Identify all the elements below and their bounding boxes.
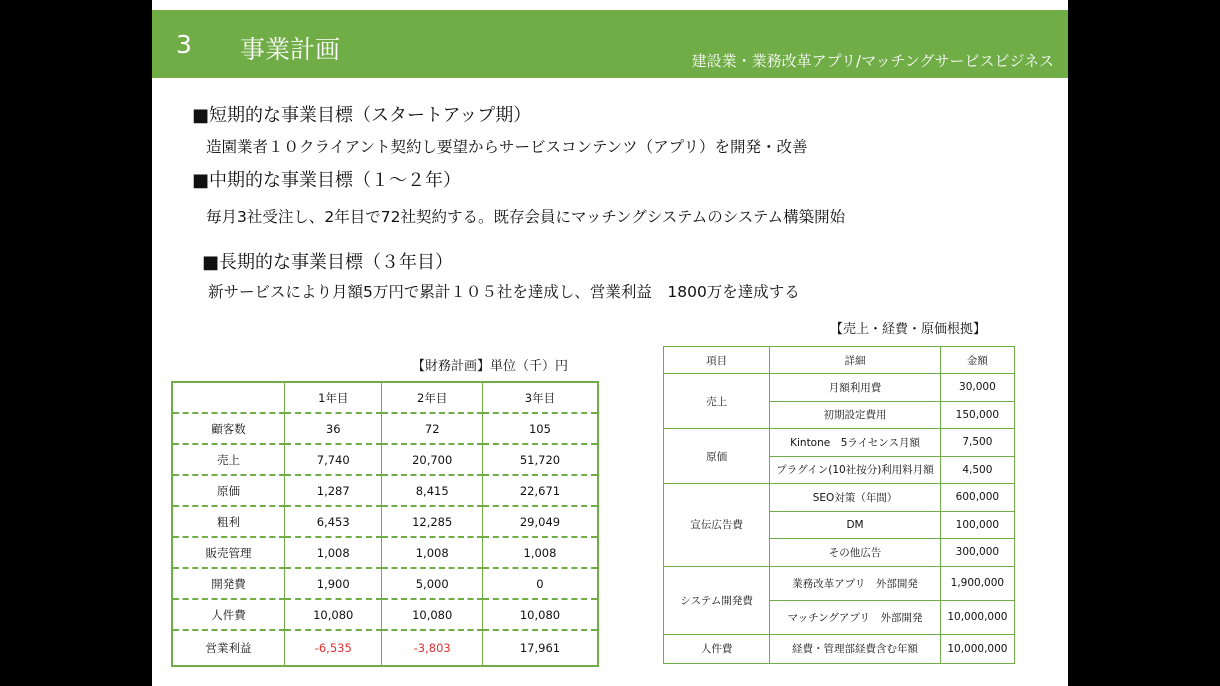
table-cell: -6,535 <box>285 630 382 666</box>
table-cell: 12,285 <box>382 506 482 537</box>
row-label: 営業利益 <box>172 630 285 666</box>
amount-cell: 150,000 <box>940 401 1014 429</box>
short-term-heading: ■短期的な事業目標（スタートアップ期） <box>192 105 532 126</box>
group-label: 売上 <box>664 374 770 429</box>
amount-cell: 30,000 <box>940 374 1014 402</box>
slide <box>152 0 1068 686</box>
table-cell: 7,740 <box>285 444 382 475</box>
table-cell: 6,453 <box>285 506 382 537</box>
page-title: 事業計画 <box>240 35 341 64</box>
table-row <box>172 630 598 666</box>
table-row <box>664 429 1015 457</box>
table-cell: 105 <box>482 413 598 444</box>
table-cell: 22,671 <box>482 475 598 506</box>
long-term-text: 新サービスにより月額5万円で累計１０５社を達成し、営業利益 1800万を達成する <box>208 283 800 301</box>
group-label: 人件費 <box>664 634 770 663</box>
row-label: 粗利 <box>172 506 285 537</box>
row-label: 開発費 <box>172 568 285 599</box>
detail-cell: 月額利用費 <box>770 374 940 402</box>
amount-cell: 600,000 <box>940 484 1014 512</box>
financial-plan-table <box>171 381 599 667</box>
column-header: 詳細 <box>770 347 940 374</box>
financial-caption: 【財務計画】単位（千）円 <box>412 359 569 374</box>
table-row <box>172 413 598 444</box>
table-cell: 10,080 <box>382 599 482 630</box>
table-cell: 10,080 <box>285 599 382 630</box>
table-row <box>172 599 598 630</box>
detail-cell: プラグイン(10社按分)利用料月額 <box>770 456 940 484</box>
table-row <box>172 444 598 475</box>
group-label: 原価 <box>664 429 770 484</box>
amount-cell: 300,000 <box>940 539 1014 567</box>
detail-cell: 経費・管理部経費含む年額 <box>770 634 940 663</box>
table-cell: 1,287 <box>285 475 382 506</box>
table-cell: 17,961 <box>482 630 598 666</box>
table-cell: 72 <box>382 413 482 444</box>
column-header: 2年目 <box>382 382 482 413</box>
table-cell: -3,803 <box>382 630 482 666</box>
table-row <box>664 374 1015 402</box>
table-cell: 1,008 <box>382 537 482 568</box>
detail-cell: SEO対策（年間） <box>770 484 940 512</box>
amount-cell: 100,000 <box>940 511 1014 539</box>
group-label: システム開発費 <box>664 566 770 634</box>
table-row <box>664 634 1015 663</box>
row-label: 原価 <box>172 475 285 506</box>
table-header-row <box>664 347 1015 374</box>
mid-term-text: 毎月3社受注し、2年目で72社契約する。既存会員にマッチングシステムのシステム構築開始 <box>206 208 846 226</box>
row-label: 販売管理 <box>172 537 285 568</box>
table-row <box>664 484 1015 512</box>
table-cell: 36 <box>285 413 382 444</box>
table-cell: 29,049 <box>482 506 598 537</box>
table-row <box>172 537 598 568</box>
header-bar <box>152 10 1068 78</box>
cost-basis-table <box>663 346 1015 664</box>
cost-basis-caption: 【売上・経費・原価根拠】 <box>830 322 987 337</box>
amount-cell: 7,500 <box>940 429 1014 457</box>
table-cell: 5,000 <box>382 568 482 599</box>
amount-cell: 10,000,000 <box>940 634 1014 663</box>
detail-cell: DM <box>770 511 940 539</box>
mid-term-heading: ■中期的な事業目標（１～２年） <box>192 170 462 191</box>
column-header: 1年目 <box>285 382 382 413</box>
column-header <box>172 382 285 413</box>
table-cell: 10,080 <box>482 599 598 630</box>
row-label: 人件費 <box>172 599 285 630</box>
table-row <box>172 568 598 599</box>
detail-cell: 業務改革アプリ 外部開発 <box>770 566 940 600</box>
table-row <box>172 506 598 537</box>
short-term-text: 造園業者１０クライアント契約し要望からサービスコンテンツ（アプリ）を開発・改善 <box>206 138 808 156</box>
detail-cell: 初期設定費用 <box>770 401 940 429</box>
detail-cell: その他広告 <box>770 539 940 567</box>
amount-cell: 1,900,000 <box>940 566 1014 600</box>
page-subtitle: 建設業・業務改革アプリ/マッチングサービスビジネス <box>691 52 1054 70</box>
table-cell: 51,720 <box>482 444 598 475</box>
group-label: 宣伝広告費 <box>664 484 770 567</box>
row-label: 顧客数 <box>172 413 285 444</box>
long-term-heading: ■長期的な事業目標（３年目） <box>202 252 454 273</box>
table-row <box>172 475 598 506</box>
table-cell: 0 <box>482 568 598 599</box>
detail-cell: マッチングアプリ 外部開発 <box>770 600 940 634</box>
table-header-row <box>172 382 598 413</box>
column-header: 3年目 <box>482 382 598 413</box>
table-cell: 8,415 <box>382 475 482 506</box>
table-cell: 1,900 <box>285 568 382 599</box>
table-cell: 20,700 <box>382 444 482 475</box>
amount-cell: 10,000,000 <box>940 600 1014 634</box>
amount-cell: 4,500 <box>940 456 1014 484</box>
detail-cell: Kintone 5ライセンス月額 <box>770 429 940 457</box>
table-row <box>664 566 1015 600</box>
table-cell: 1,008 <box>285 537 382 568</box>
column-header: 金額 <box>940 347 1014 374</box>
table-cell: 1,008 <box>482 537 598 568</box>
column-header: 項目 <box>664 347 770 374</box>
row-label: 売上 <box>172 444 285 475</box>
section-number: 3 <box>176 30 192 59</box>
